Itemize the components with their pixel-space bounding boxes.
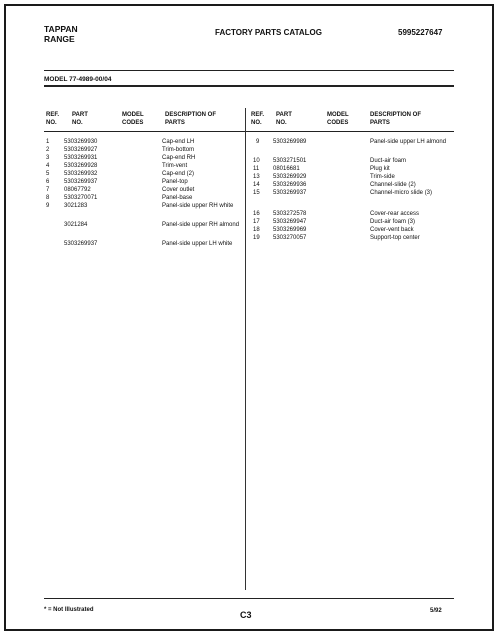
part-no: 5303269936: [273, 182, 307, 188]
brand-block: [44, 24, 78, 44]
part-no: 3021283: [64, 203, 88, 209]
part-description: Panel-top: [162, 179, 188, 185]
left-col-ref-header: REF. NO.: [46, 112, 60, 126]
part-no: 5303269989: [273, 139, 307, 145]
part-description: Channel-slide (2): [370, 182, 416, 188]
footer-rule: [44, 598, 454, 599]
part-description: Cap-end LH: [162, 139, 195, 145]
model-rule: [44, 85, 454, 87]
ref-no: 16: [253, 211, 260, 217]
ref-no: 11: [253, 166, 260, 172]
column-divider: [245, 108, 246, 590]
part-no: 3021284: [64, 222, 88, 228]
part-no: 5303272578: [273, 211, 307, 217]
ref-no: 3: [46, 155, 50, 161]
part-description: Trim-side: [370, 174, 395, 180]
brand-line-1: TAPPAN: [44, 24, 78, 34]
part-description: Cap-end RH: [162, 155, 196, 161]
part-no: 5303270071: [64, 195, 98, 201]
part-description: Panel-side upper LH almond: [370, 139, 447, 145]
ref-no: 2: [46, 147, 50, 153]
part-description: Cover outlet: [162, 187, 195, 193]
part-description: Cover-rear access: [370, 211, 420, 217]
part-description: Trim-vent: [162, 163, 188, 169]
part-no: 08016681: [273, 166, 300, 172]
ref-no: 9: [46, 203, 50, 209]
ref-no: 4: [46, 163, 50, 169]
left-col-part-header: PART NO.: [72, 112, 88, 126]
ref-no: 15: [253, 190, 260, 196]
column-header-rule: [44, 131, 454, 132]
right-col-ref-header: REF. NO.: [251, 112, 265, 126]
part-no: 5303269969: [273, 227, 307, 233]
ref-no: 8: [46, 195, 50, 201]
part-description: Cover-vent back: [370, 227, 414, 233]
part-no: 5303270057: [273, 235, 307, 241]
right-col-desc-header: DESCRIPTION OF PARTS: [370, 112, 422, 126]
right-col-model-header: MODEL CODES: [327, 112, 349, 126]
part-no: 5303269937: [273, 190, 307, 196]
part-description: Trim-bottom: [162, 147, 195, 153]
page-frame: [4, 4, 494, 631]
part-description: Support-top center: [370, 235, 420, 241]
ref-no: 17: [253, 219, 260, 225]
page-number: C3: [240, 610, 252, 620]
ref-no: 5: [46, 171, 50, 177]
part-description: Panel-side upper RH white: [162, 203, 234, 209]
header-rule: [44, 70, 454, 71]
part-no: 5303271501: [273, 158, 307, 164]
left-col-model-header: MODEL CODES: [122, 112, 144, 126]
not-illustrated-note: * = Not Illustrated: [44, 607, 94, 613]
part-description: Panel-side upper LH white: [162, 241, 233, 247]
part-no: 5303269947: [273, 219, 307, 225]
ref-no: 10: [253, 158, 260, 164]
ref-no: 7: [46, 187, 50, 193]
brand-line-2: RANGE: [44, 34, 75, 44]
ref-no: 13: [253, 174, 260, 180]
part-description: Panel-side upper RH almond: [162, 222, 240, 228]
part-description: Duct-air foam: [370, 158, 407, 164]
catalog-title: FACTORY PARTS CATALOG: [215, 28, 322, 37]
ref-no: 18: [253, 227, 260, 233]
part-no: 5303269937: [64, 241, 98, 247]
ref-no: 14: [253, 182, 260, 188]
part-description: Channel-micro slide (3): [370, 190, 433, 196]
part-description: Duct-air foam (3): [370, 219, 416, 225]
part-no: 5303269927: [64, 147, 98, 153]
right-col-part-header: PART NO.: [276, 112, 292, 126]
left-col-desc-header: DESCRIPTION OF PARTS: [165, 112, 217, 126]
part-description: Cap-end (2): [162, 171, 195, 177]
part-no: 5303269930: [64, 139, 98, 145]
part-no: 5303269929: [273, 174, 307, 180]
ref-no: 6: [46, 179, 50, 185]
catalog-date: 5/92: [430, 608, 442, 614]
part-description: Panel-base: [162, 195, 193, 201]
part-description: Plug kit: [370, 166, 390, 172]
ref-no: 1: [46, 139, 50, 145]
model-number: MODEL 77-4989-00/04: [44, 76, 112, 83]
part-no: 5303269932: [64, 171, 98, 177]
catalog-number: 5995227647: [398, 28, 443, 37]
ref-no: 19: [253, 235, 260, 241]
ref-no: 9: [256, 139, 260, 145]
part-no: 08067792: [64, 187, 91, 193]
part-no: 5303269928: [64, 163, 98, 169]
part-no: 5303269931: [64, 155, 98, 161]
part-no: 5303269937: [64, 179, 98, 185]
